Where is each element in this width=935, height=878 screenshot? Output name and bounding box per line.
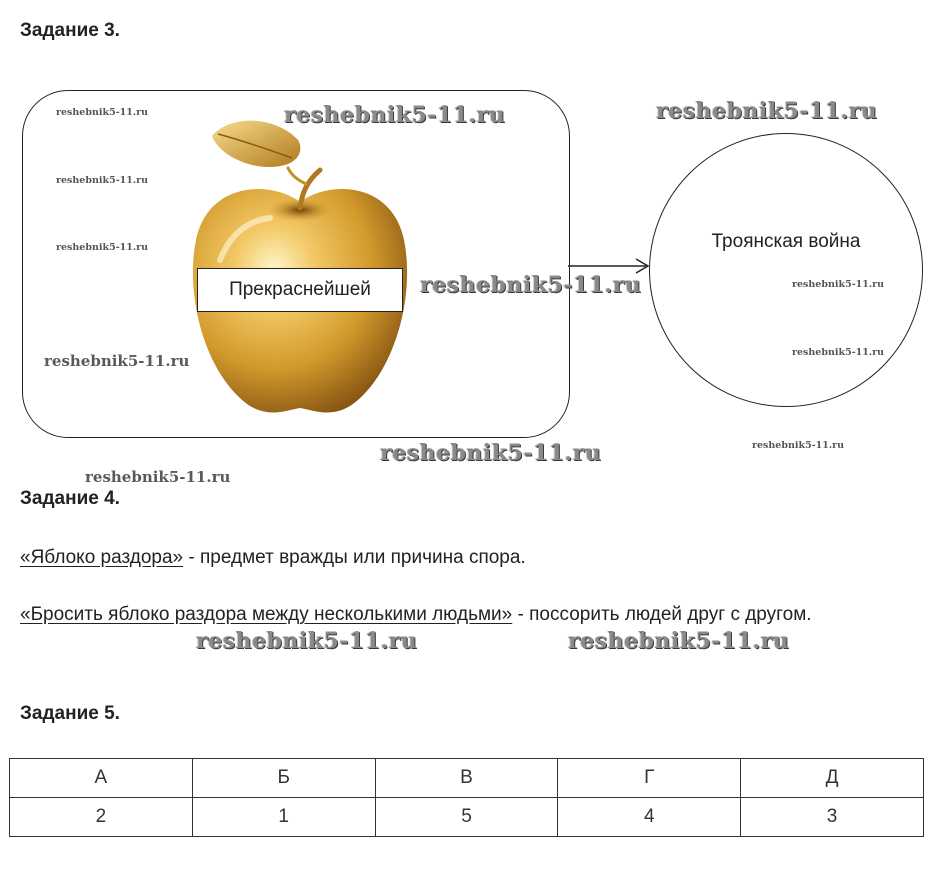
watermark: reshebnik5-11.ru (196, 628, 418, 654)
golden-apple-icon (180, 110, 420, 420)
watermark: reshebnik5-11.ru (420, 272, 642, 298)
watermark: reshebnik5-11.ru (656, 98, 878, 124)
trojan-war-circle (649, 133, 923, 407)
idiom-phrase-2: «Бросить яблоко раздора между несколькими людьми» (20, 604, 513, 625)
definition-2-text: - поссорить людей друг с другом. (512, 604, 812, 625)
watermark: reshebnik5-11.ru (85, 468, 231, 486)
table-header-row (10, 759, 924, 798)
watermark: reshebnik5-11.ru (792, 347, 885, 358)
definition-1 (20, 537, 920, 579)
watermark: reshebnik5-11.ru (56, 107, 149, 118)
table-header-cell: В (375, 759, 558, 798)
answer-table (9, 758, 924, 837)
table-cell: 3 (741, 798, 924, 837)
table-header-cell: Г (558, 759, 741, 798)
watermark: reshebnik5-11.ru (56, 242, 149, 253)
table-row (10, 798, 924, 837)
task5-heading: Задание 5. (20, 703, 120, 724)
table-cell: 1 (192, 798, 375, 837)
task3-heading: Задание 3. (20, 20, 120, 41)
table-cell: 4 (558, 798, 741, 837)
table-header-cell: А (10, 759, 193, 798)
task4-heading: Задание 4. (20, 488, 120, 509)
watermark: reshebnik5-11.ru (568, 628, 790, 654)
watermark: reshebnik5-11.ru (56, 175, 149, 186)
table-header-cell: Д (741, 759, 924, 798)
table-header-cell: Б (192, 759, 375, 798)
table-cell: 2 (10, 798, 193, 837)
circle-text: Троянская война (711, 231, 861, 252)
idiom-phrase-1: «Яблоко раздора» (20, 547, 184, 568)
watermark: reshebnik5-11.ru (44, 352, 190, 370)
watermark: reshebnik5-11.ru (380, 440, 602, 466)
apple-label-box: Прекраснейшей (197, 268, 403, 312)
table-cell: 5 (375, 798, 558, 837)
watermark: reshebnik5-11.ru (284, 102, 506, 128)
definition-1-text: - предмет вражды или причина спора. (183, 547, 526, 568)
definition-2 (20, 594, 910, 636)
watermark: reshebnik5-11.ru (792, 279, 885, 290)
watermark: reshebnik5-11.ru (752, 440, 845, 451)
